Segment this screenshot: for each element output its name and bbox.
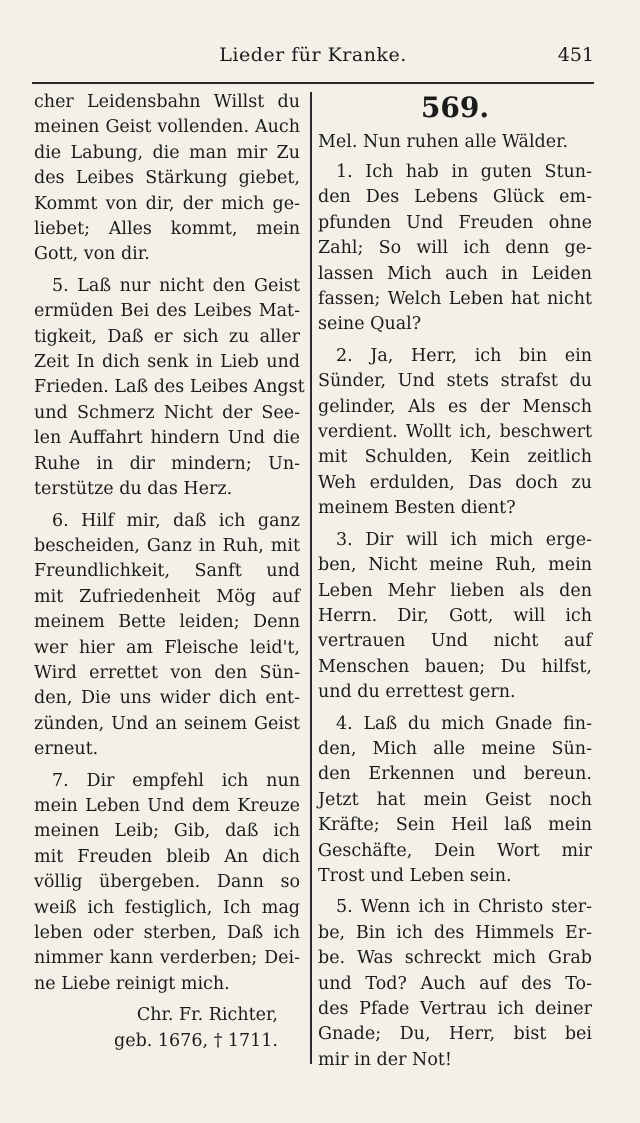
text-line: Weh erdulden, Das doch zu xyxy=(318,472,592,493)
text-line: und Schmerz Nicht der See- xyxy=(34,402,300,423)
text-line: Frieden. Laß des Leibes Angst xyxy=(34,377,305,398)
text-line: wer hier am Fleische leid't, xyxy=(34,637,300,658)
text-line: 2. Ja, Herr, ich bin ein xyxy=(336,345,592,366)
text-line: 4. Laß du mich Gnade fin- xyxy=(336,713,592,734)
text-line: zünden, Und an seinem Geist xyxy=(34,713,300,734)
text-line: weiß ich festiglich, Ich mag xyxy=(34,897,300,918)
text-line: des Pfade Vertrau ich deiner xyxy=(318,999,592,1019)
text-line: 1. Ich hab in guten Stun- xyxy=(336,162,592,182)
text-line: Sünder, Und stets strafst du xyxy=(318,371,592,392)
text-line: liebet; Alles kommt, mein xyxy=(34,219,300,240)
text-line: Ruhe in dir mindern; Un- xyxy=(34,453,300,474)
author-name: Chr. Fr. Richter, xyxy=(136,1005,278,1026)
verse-3 xyxy=(318,528,592,706)
text-line: ermüden Bei des Leibes Mat- xyxy=(34,301,300,322)
text-line: Geschäfte, Dein Wort mir xyxy=(318,840,592,861)
text-line: Zahl; So will ich denn ge- xyxy=(318,238,592,259)
hymn-number: 569. xyxy=(420,91,490,124)
page-header xyxy=(32,44,594,78)
text-line: mit Zufriedenheit Mög auf xyxy=(34,586,300,607)
text-line: 5. Wenn ich in Christo ster- xyxy=(336,897,592,918)
text-line: bescheiden, Ganz in Ruh, mit xyxy=(34,535,300,556)
verse-4-continued xyxy=(34,90,300,268)
text-line: Freundlichkeit, Sanft und xyxy=(34,561,300,582)
text-line: lassen Mich auch in Leiden xyxy=(318,263,592,284)
text-line: terstütze du das Herz. xyxy=(34,479,233,500)
header-rule xyxy=(32,82,594,84)
text-line: Menschen bauen; Du hilfst, xyxy=(318,656,592,677)
text-line: 7. Dir empfehl ich nun xyxy=(52,770,300,791)
text-line: den, Die uns wider dich ent- xyxy=(34,688,300,709)
text-line: Kräfte; Sein Heil laß mein xyxy=(318,815,592,836)
verse-6 xyxy=(34,509,300,763)
text-line: den, Mich alle meine Sün- xyxy=(318,738,592,759)
text-line: 5. Laß nur nicht den Geist xyxy=(52,275,300,296)
text-line: den Erkennen und bereun. xyxy=(318,764,592,785)
text-line: Wird errettet von den Sün- xyxy=(34,662,300,683)
text-line: be. Was schreckt mich Grab xyxy=(318,948,592,969)
text-line: meinen Geist vollenden. Auch xyxy=(34,117,300,138)
text-line: mit Freuden bleib An dich xyxy=(34,846,300,867)
verse-1 xyxy=(318,160,592,338)
text-line: meinem Bette leiden; Denn xyxy=(34,612,300,633)
author-dates: geb. 1676, † 1711. xyxy=(114,1030,278,1051)
column-divider xyxy=(310,92,312,1064)
text-line: Leben Mehr lieben als den xyxy=(318,580,592,601)
text-line: 6. Hilf mir, daß ich ganz xyxy=(52,510,300,531)
text-line: Herrn. Dir, Gott, will ich xyxy=(318,605,592,626)
text-line: 3. Dir will ich mich erge- xyxy=(336,529,592,550)
text-line: fassen; Welch Leben hat nicht xyxy=(318,289,592,310)
text-line: den Des Lebens Glück em- xyxy=(318,187,592,208)
verse-2 xyxy=(318,344,592,522)
text-line: be, Bin ich des Himmels Er- xyxy=(318,922,592,943)
text-line: Zeit In dich senk in Lieb und xyxy=(34,352,300,373)
left-column xyxy=(34,90,305,1054)
text-line: meinen Leib; Gib, daß ich xyxy=(34,821,300,842)
verse-4 xyxy=(318,712,592,890)
text-line: Jetzt hat mein Geist noch xyxy=(318,789,592,810)
verse-5 xyxy=(34,274,305,503)
verse-5-right xyxy=(318,895,592,1073)
text-line: ne Liebe reinigt mich. xyxy=(34,973,230,994)
text-line: des Leibes Stärkung giebet, xyxy=(34,168,300,189)
text-line: cher Leidensbahn Willst du xyxy=(34,92,300,112)
text-line: und du errettest gern. xyxy=(318,682,516,703)
text-line: tigkeit, Daß er sich zu aller xyxy=(34,326,300,347)
text-line: und Tod? Auch auf des To- xyxy=(318,973,592,994)
text-line: Trost und Leben sein. xyxy=(318,865,512,886)
text-line: len Auffahrt hindern Und die xyxy=(34,428,300,449)
text-line: vertrauen Und nicht auf xyxy=(318,631,592,652)
text-line: Gott, von dir. xyxy=(34,244,150,265)
text-line: Gnade; Du, Herr, bist bei xyxy=(318,1024,592,1045)
text-line: meinem Besten dient? xyxy=(318,498,516,519)
text-line: leben oder sterben, Daß ich xyxy=(34,923,300,943)
text-line: pfunden Und Freuden ohne xyxy=(318,212,592,233)
verse-7 xyxy=(34,769,300,998)
text-line: ben, Nicht meine Ruh, mein xyxy=(318,555,592,576)
text-line: die Labung, die man mir Zu xyxy=(34,142,300,163)
text-line: seine Qual? xyxy=(318,314,422,335)
text-line: mit Schulden, Kein zeitlich xyxy=(318,447,592,468)
text-line: erneut. xyxy=(34,739,99,760)
text-line: gelinder, Als es der Mensch xyxy=(318,396,592,417)
melody-line: Mel. Nun ruhen alle Wälder. xyxy=(318,132,569,152)
text-line: mein Leben Und dem Kreuze xyxy=(34,795,300,816)
text-line: mir in der Not! xyxy=(318,1049,452,1070)
right-column xyxy=(318,90,592,1073)
running-head: Lieder für Kranke. xyxy=(219,44,407,66)
text-line: Kommt von dir, der mich ge- xyxy=(34,193,300,214)
page-number: 451 xyxy=(557,44,594,66)
text-line: völlig übergeben. Dann so xyxy=(34,872,300,893)
text-line: verdient. Wollt ich, beschwert xyxy=(318,422,592,443)
text-line: nimmer kann verderben; Dei- xyxy=(34,948,300,969)
